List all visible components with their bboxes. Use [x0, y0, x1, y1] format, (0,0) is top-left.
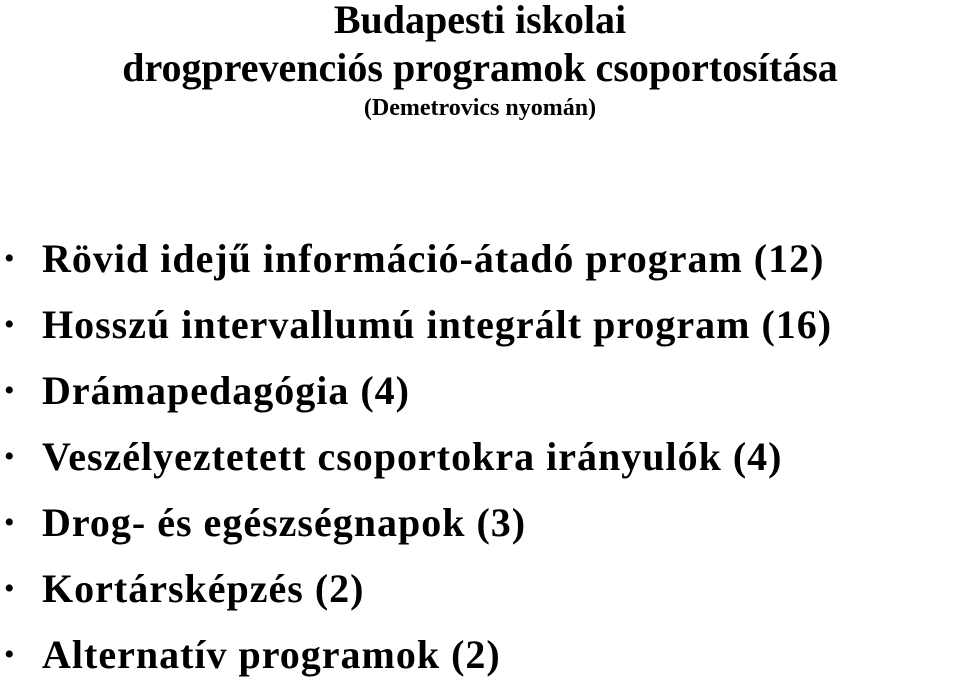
list-item [0, 358, 960, 424]
bullet-icon: • [4, 440, 15, 473]
list-item-text: Hosszú intervallumú integrált program (16) [42, 302, 833, 347]
bullet-icon: • [4, 374, 15, 407]
list-item-text: Drog- és egészségnapok (3) [42, 500, 527, 545]
title-block [0, 0, 960, 122]
list-item [0, 226, 960, 292]
list-item [0, 622, 960, 688]
list-item-text: Rövid idejű információ-átadó program (12) [42, 236, 825, 281]
bullet-icon: • [4, 638, 15, 671]
page-subtitle: (Demetrovics nyomán) [363, 95, 597, 121]
list-item-text: Alternatív programok (2) [42, 632, 501, 677]
bullet-icon: • [4, 242, 15, 275]
list-item [0, 424, 960, 490]
bullet-icon: • [4, 308, 15, 341]
list-item-text: Veszélyeztetett csoportokra irányulók (4) [42, 434, 783, 479]
bullet-icon: • [4, 506, 15, 539]
list-item [0, 292, 960, 358]
list-item [0, 556, 960, 622]
page-title-line-1: Budapesti iskolai [333, 0, 627, 42]
bullet-list [0, 226, 960, 688]
page-title-line-2: drogprevenciós programok csoportosítása [122, 45, 838, 90]
list-item [0, 490, 960, 556]
list-item-text: Drámapedagógia (4) [42, 368, 410, 413]
list-item-text: Kortársképzés (2) [42, 566, 365, 611]
bullet-icon: • [4, 572, 15, 605]
